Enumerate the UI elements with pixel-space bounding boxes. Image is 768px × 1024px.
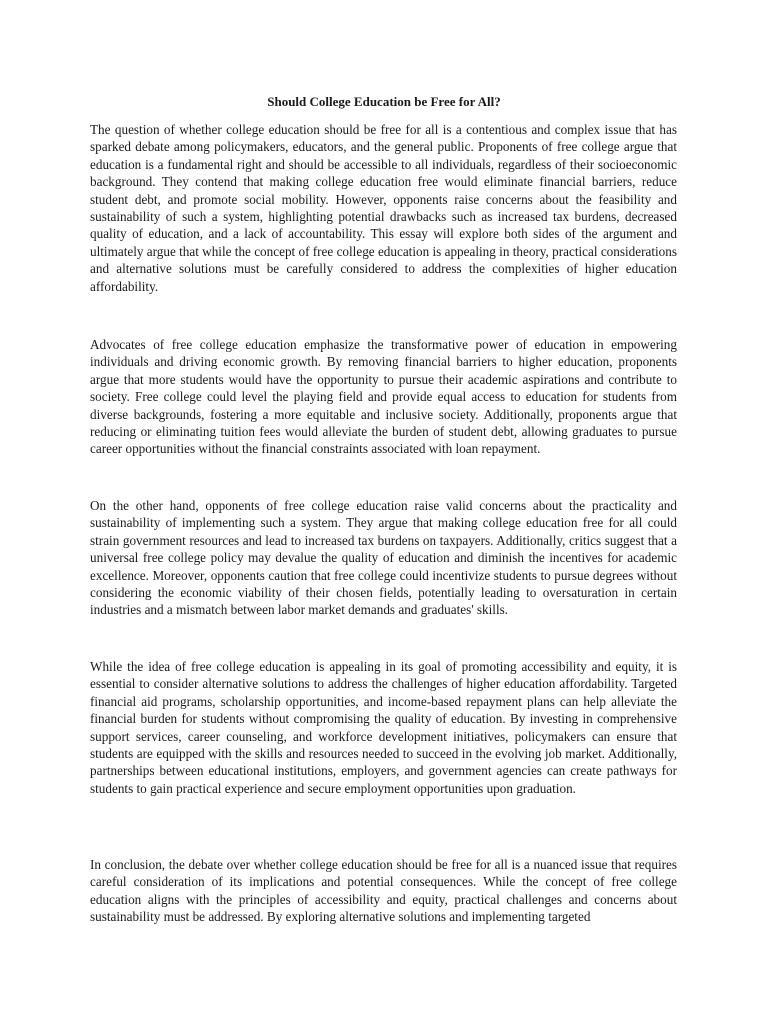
paragraph-advocates: Advocates of free college education emphasize the transformative power of education in empowering individuals and driving economic growth. By removing financial barriers to higher education, proponents argue that more students would have the opportunity to pursue their academic aspirations and contribute to society. Free college could level the playing field and provide equal access to education for students from diverse backgrounds, fostering a more equitable and inclusive society. Additionally, proponents argue that reducing or eliminating tuition fees would alleviate the burden of student debt, allowing graduates to pursue career opportunities without the financial constraints associated with loan repayment. (90, 337, 677, 457)
paragraph-introduction: The question of whether college education should be free for all is a contentious and complex issue that has sparked debate among policymakers, educators, and the general public. Proponents of free college argue that education is a fundamental right and should be accessible to all individuals, regardless of their socioeconomic background. They contend that making college education free would eliminate financial barriers, reduce student debt, and promote social mobility. However, opponents raise concerns about the feasibility and sustainability of such a system, highlighting potential drawbacks such as increased tax burdens, decreased quality of education, and a lack of accountability. This essay will explore both sides of the argument and ultimately argue that while the concept of free college education is appealing in theory, practical considerations and alternative solutions must be carefully considered to address the complexities of higher education affordability. (90, 122, 677, 294)
paragraph-opponents: On the other hand, opponents of free college education raise valid concerns about the practicality and sustainability of implementing such a system. They argue that making college education free for all could strain government resources and lead to increased tax burdens on taxpayers. Additionally, critics suggest that a universal free college policy may devalue the quality of education and diminish the incentives for academic excellence. Moreover, opponents caution that free college could incentivize students to pursue degrees without considering the economic viability of their chosen fields, potentially leading to oversaturation in certain industries and a mismatch between labor market demands and graduates' skills. (90, 498, 677, 618)
paragraph-conclusion: In conclusion, the debate over whether college education should be free for all is a nuanced issue that requires careful consideration of its implications and potential consequences. While the concept of free college education aligns with the principles of accessibility and equity, practical challenges and concerns about sustainability must be addressed. By exploring alternative solutions and implementing targeted (90, 857, 677, 925)
paragraph-alternatives: While the idea of free college education is appealing in its goal of promoting accessibility and equity, it is essential to consider alternative solutions to address the challenges of higher education affordability. Targeted financial aid programs, scholarship opportunities, and income-based repayment plans can help alleviate the financial burden for students without compromising the quality of education. By investing in comprehensive support services, career counseling, and workforce development initiatives, policymakers can ensure that students are equipped with the skills and resources needed to succeed in the evolving job market. Additionally, partnerships between educational institutions, employers, and government agencies can create pathways for students to gain practical experience and secure employment opportunities upon graduation. (90, 659, 677, 796)
document-title: Should College Education be Free for All? (267, 94, 501, 109)
